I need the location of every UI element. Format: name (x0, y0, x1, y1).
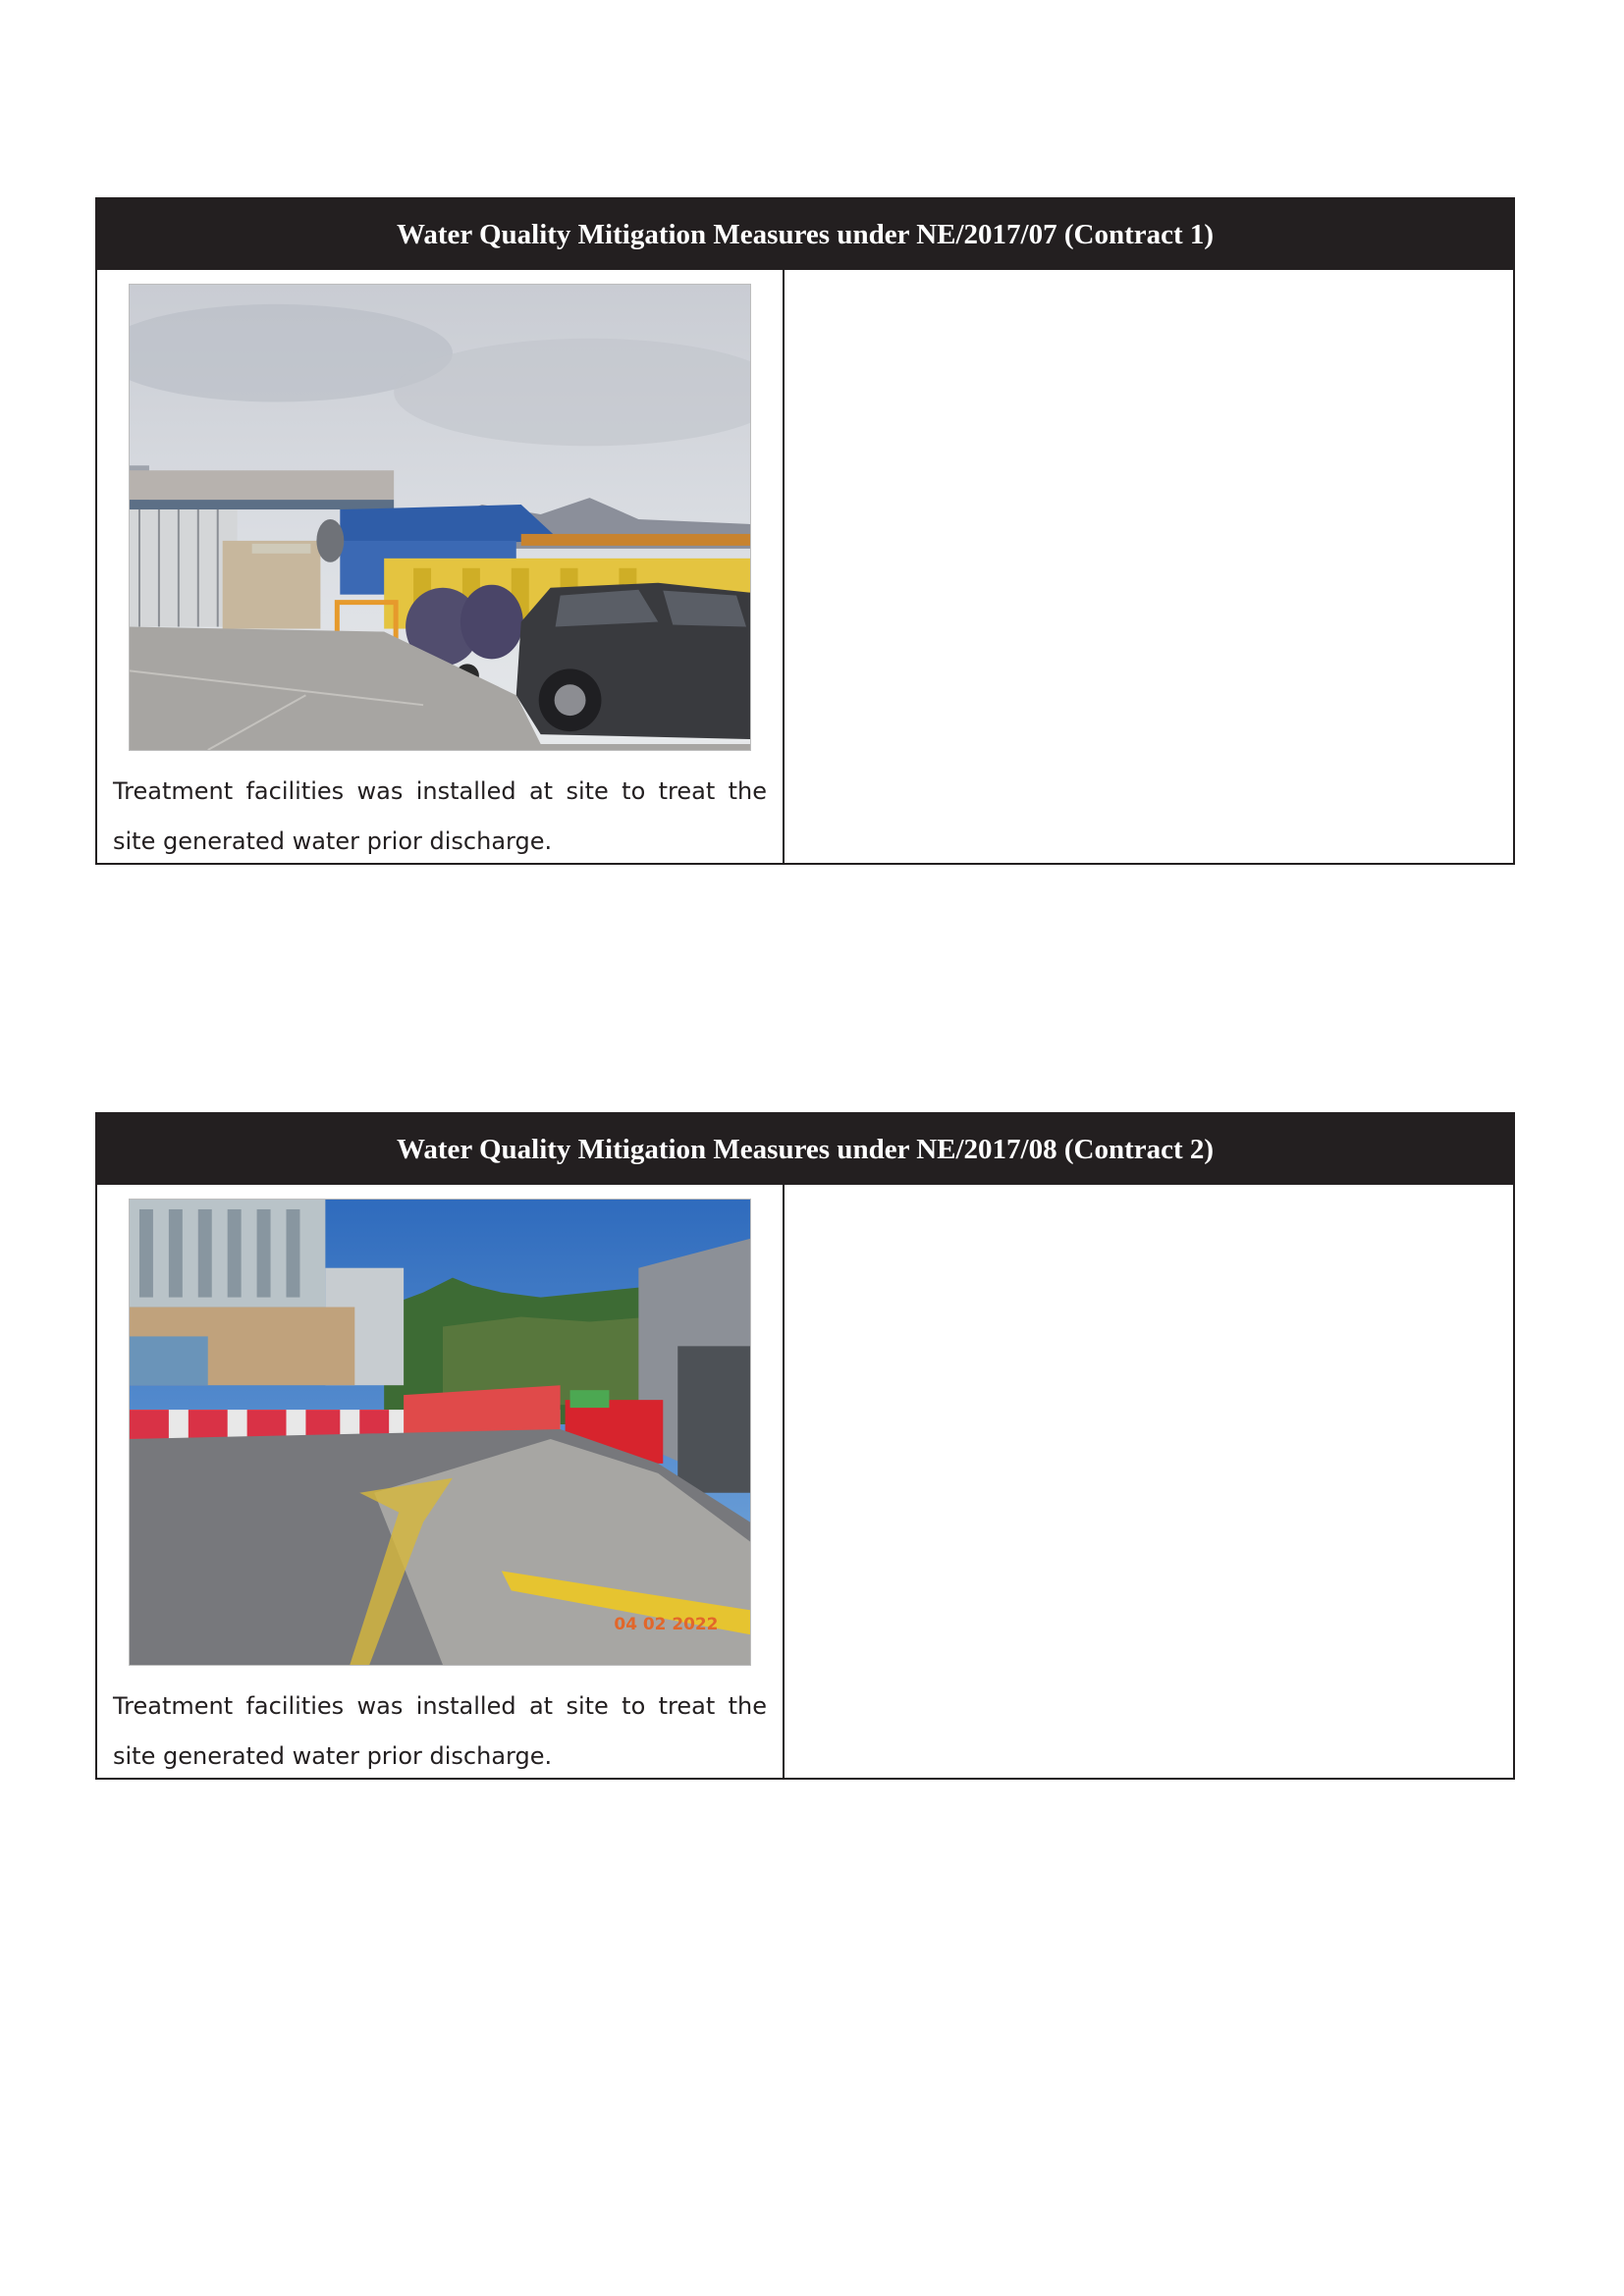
site-photo-treatment-facility (129, 284, 751, 751)
photo-illustration (130, 285, 750, 750)
panel-body (97, 270, 1513, 863)
photo-caption: Treatment facilities was installed at site to treat the site generated water prior discharge. (113, 1692, 767, 1770)
empty-cell (785, 270, 1513, 863)
measure-panel-contract-2 (95, 1112, 1515, 1780)
measure-panel-contract-1 (95, 197, 1515, 865)
photo-caption: Treatment facilities was installed at site to treat the site generated water prior discharge. (113, 777, 767, 855)
empty-cell (785, 1185, 1513, 1778)
panel-body (97, 1185, 1513, 1778)
photo-cell (97, 270, 785, 863)
panel-title: Water Quality Mitigation Measures under NE/2017/07 (Contract 1) (97, 199, 1513, 270)
site-photo-road-works (129, 1199, 751, 1666)
photo-cell (97, 1185, 785, 1778)
photo-date-stamp: 04 02 2022 (614, 1614, 719, 1634)
photo-illustration (130, 1200, 750, 1665)
panel-title: Water Quality Mitigation Measures under NE/2017/08 (Contract 2) (97, 1114, 1513, 1185)
